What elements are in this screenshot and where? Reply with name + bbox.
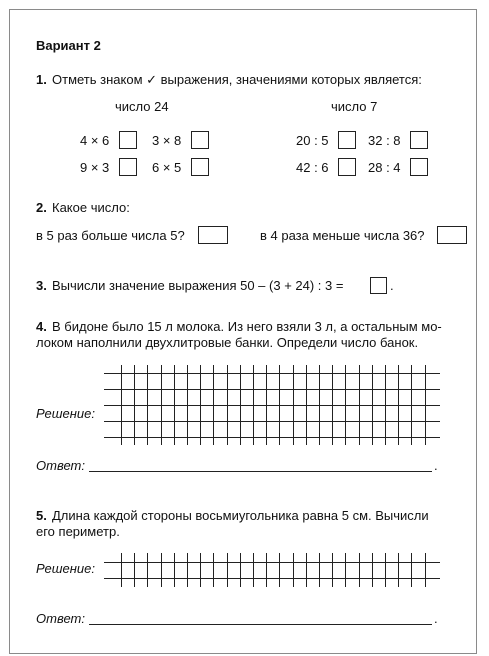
- task2-question-1: в 5 раз больше числа 5?: [36, 228, 185, 243]
- task1-expr: 3 × 8: [152, 133, 182, 148]
- task1-expr: 4 × 6: [80, 133, 110, 148]
- task1-expr: 42 : 6: [296, 160, 329, 175]
- task4-line2: локом наполнили двухлитровые банки. Определи число банок.: [36, 335, 419, 350]
- task5-number: 5.: [36, 508, 47, 523]
- variant-title: Вариант 2: [36, 38, 101, 53]
- task1-expr: 9 × 3: [80, 160, 110, 175]
- task5-solution-label: Решение:: [36, 561, 96, 576]
- task3-end: .: [390, 278, 394, 293]
- answer-line[interactable]: [89, 624, 432, 625]
- task1-expr: 32 : 8: [368, 133, 401, 148]
- task2-text: Какое число:: [52, 200, 130, 215]
- task2-number: 2.: [36, 200, 47, 215]
- task1-expr: 28 : 4: [368, 160, 401, 175]
- task3-number: 3.: [36, 278, 47, 293]
- task5-line1: Длина каждой стороны восьмиугольника равна 5 см. Вычисли: [52, 508, 429, 523]
- task4-answer-end: .: [434, 458, 438, 473]
- task4-solution-label: Решение:: [36, 406, 96, 421]
- task1-expr: 6 × 5: [152, 160, 182, 175]
- task4-line1: В бидоне было 15 л молока. Из него взяли 3 л, а остальным мо-: [52, 319, 442, 334]
- task1-col2-header: число 7: [331, 99, 378, 114]
- answer-line[interactable]: [89, 471, 432, 472]
- task5-line2: его периметр.: [36, 524, 120, 539]
- task4-answer-label: Ответ:: [36, 458, 85, 473]
- task5-answer-end: .: [434, 611, 438, 626]
- task1-expr: 20 : 5: [296, 133, 329, 148]
- task3-text: Вычисли значение выражения 50 – (3 + 24) : 3 =: [52, 278, 344, 293]
- task1-text: Отметь знаком ✓ выражения, значениями которых является:: [52, 72, 422, 87]
- task1-number: 1.: [36, 72, 47, 87]
- task2-question-2: в 4 раза меньше числа 36?: [260, 228, 425, 243]
- task5-answer-label: Ответ:: [36, 611, 85, 626]
- task4-number: 4.: [36, 319, 47, 334]
- task1-col1-header: число 24: [115, 99, 169, 114]
